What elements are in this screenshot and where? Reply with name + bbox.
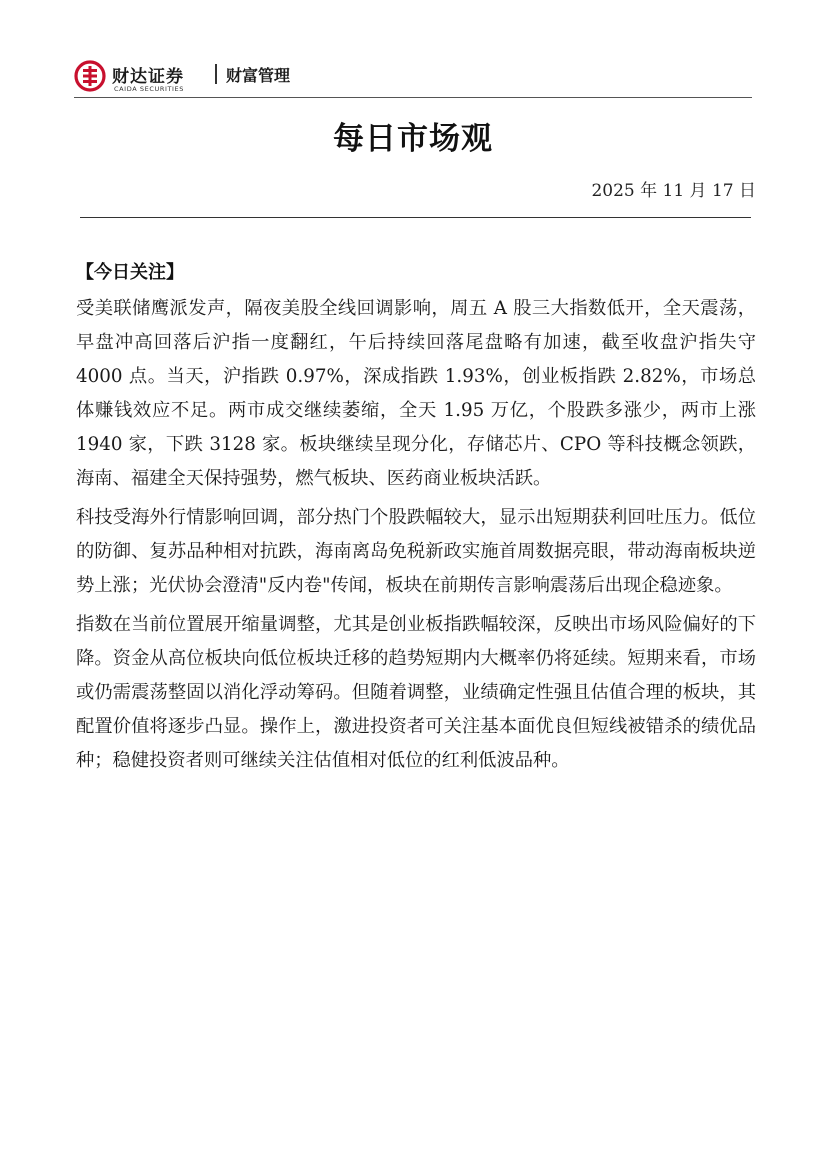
brand-subtitle: 财富管理 bbox=[226, 66, 291, 85]
paragraph-sector-analysis: 科技受海外行情影响回调，部分热门个股跌幅较大，显示出短期获利回吐压力。低位的防御、复苏品种相对抗跌，海南离岛免税新政实施首周数据亮眼，带动海南板块逆势上涨；光伏协会澄清"反内卷"传闻，板块在前期传言影响震荡后出现企稳迹象。 bbox=[76, 507, 756, 596]
header-divider bbox=[74, 97, 752, 98]
brand-name-en: CAIDA SECURITIES bbox=[114, 85, 184, 93]
report-date: 2025 年 11 月 17 日 bbox=[591, 181, 756, 201]
paragraph-market-summary: 受美联储鹰派发声，隔夜美股全线回调影响，周五 A 股三大指数低开，全天震荡，早盘冲高回落后沪指一度翻红，午后持续回落尾盘略有加速，截至收盘沪指失守 4000 点。当天，沪指跌 0.97%，深成指跌 1.93%，创业板指跌 2.82%，市场总体赚钱效应不足。两市成交继续萎缩，全天 1.95 万亿，个股跌多涨少，两市上涨 1940 家，下跌 3128 家。板块继续呈现分化，存储芯片、CPO 等科技概念领跌，海南、福建全天保持强势，燃气板块、医药商业板块活跃。 bbox=[76, 298, 756, 489]
page-title: 每日市场观 bbox=[333, 121, 493, 157]
brand-divider bbox=[215, 64, 217, 84]
page-header bbox=[74, 58, 752, 98]
brand-name-cn: 财达证券 bbox=[112, 67, 184, 87]
section-heading: 【今日关注】 bbox=[76, 262, 184, 283]
title-divider bbox=[80, 217, 751, 218]
caida-logo-icon bbox=[74, 60, 106, 92]
paragraph-outlook: 指数在当前位置展开缩量调整，尤其是创业板指跌幅较深，反映出市场风险偏好的下降。资金从高位板块向低位板块迁移的趋势短期内大概率仍将延续。短期来看，市场或仍需震荡整固以消化浮动筹码。但随着调整，业绩确定性强且估值合理的板块，其配置价值将逐步凸显。操作上，激进投资者可关注基本面优良但短线被错杀的绩优品种；稳健投资者则可继续关注估值相对低位的红利低波品种。 bbox=[76, 614, 756, 771]
report-body bbox=[76, 256, 756, 783]
